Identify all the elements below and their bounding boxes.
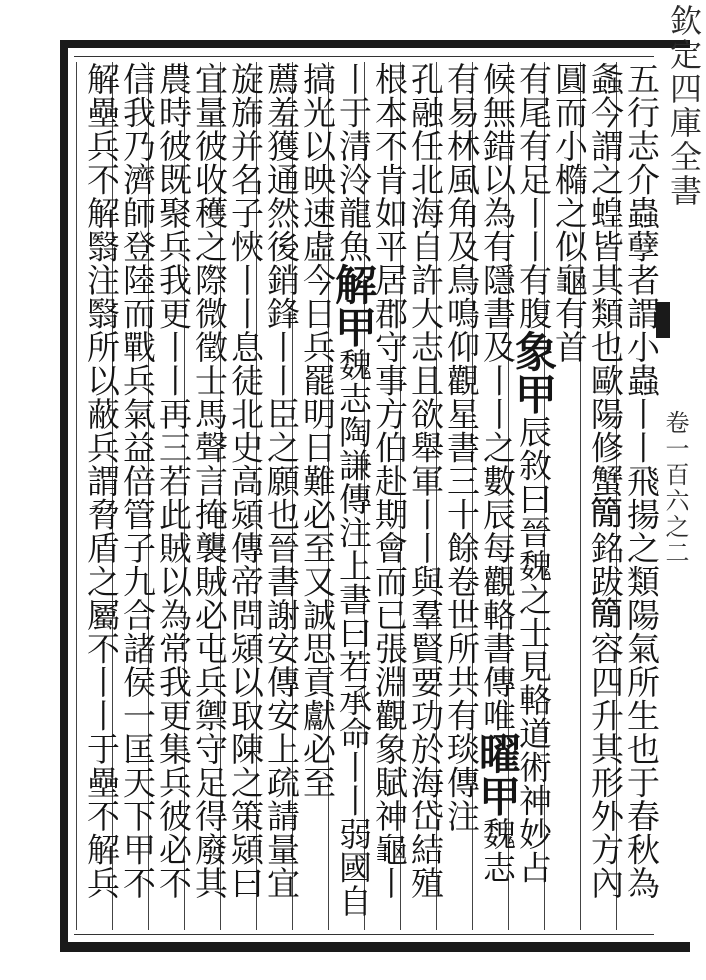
column-segment: 虛今日兵罷明日難必至又誠思貢獻必至	[298, 229, 337, 799]
column-segment: 信我乃濟師登陸而戰兵氣益倍管子九合諸侯一匡天下甲不	[118, 62, 157, 900]
inner-bottom-rule	[74, 934, 654, 935]
column-segment: 魏志陶謙傳注上書曰若承命丨丨弱國自	[334, 348, 373, 918]
column-segment: 孔融任北海自許大志且欲舉軍丨丨與羣賢要功於海岱結殖	[406, 62, 445, 900]
margin-juan-label: 卷一百六之二	[661, 410, 689, 566]
column-segment: 旋旆并名子悏丨丨息徒北史高熲傳帝問熲以取陳之策熲曰	[226, 62, 265, 900]
column-segment: 農時彼既聚兵我更丨丨再三若此賊以為常我更集兵彼必不	[154, 62, 193, 900]
column-segment: 宜量彼收穫之際微徵士馬聲言掩襲賊必屯兵禦守足得廢其	[190, 62, 229, 900]
column-segment: 根本不肯如平居郡守事方伯赴期會而已張淵觀象賦神龜丨	[370, 62, 409, 900]
column-segment: 候無錯以為有隱書及丨丨之數辰每觀輅書傳唯	[478, 62, 517, 732]
column-segment: 丨于清泠龍魚	[334, 62, 373, 263]
entry-headword: 象甲	[509, 330, 558, 415]
text-body	[76, 62, 661, 930]
column-segment: 辰敘曰晉魏之士見輅道術神妙占	[514, 415, 553, 884]
entry-headword: 解甲	[329, 263, 378, 348]
column-segment: 螽今謂之蝗皆其類也歐陽修蟹𥳑銘跋𥳑容四升其形外方內	[586, 62, 625, 900]
text-column	[76, 62, 121, 930]
margin-book-title: 欽定四庫全書	[665, 4, 703, 208]
entry-headword: 曜甲	[473, 732, 522, 817]
column-segment: 解壘兵不解翳注翳所以蔽兵謂脅盾之屬不丨丨于壘不解兵	[82, 62, 121, 900]
column-segment: 有尾有足丨丨有腹	[514, 62, 553, 330]
column-segment: 五行志介蟲孽者謂小蟲丨丨飛揚之類陽氣所生也于春秋為	[622, 62, 661, 900]
column-segment: 搞光以映速	[298, 62, 337, 230]
column-segment: 有易林風角及鳥鳴仰觀星書三十餘卷世所共有	[442, 62, 481, 732]
column-segment: 圓而小橢之似龜有首	[550, 62, 589, 364]
column-text	[77, 62, 125, 900]
column-segment: 薦羞獲通然後銷鋒丨丨臣之願也晉書謝安傳安上疏請量宜	[262, 62, 301, 900]
inner-top-rule	[74, 56, 654, 57]
column-segment: 琰傳注	[442, 732, 481, 833]
column-segment: 魏志	[478, 817, 517, 884]
